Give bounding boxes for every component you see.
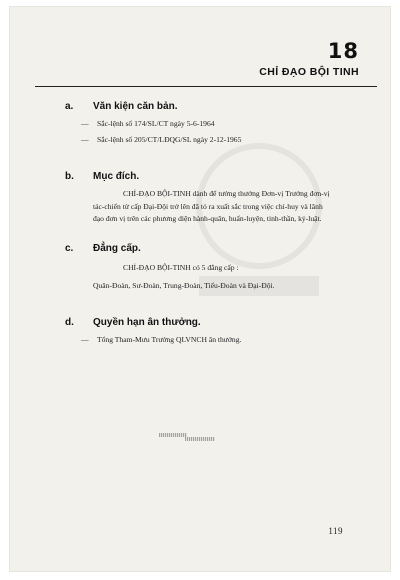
list-item: — Sắc-lệnh số 205/CT/LĐQG/SL ngày 2-12-1965	[81, 134, 242, 144]
section-heading	[65, 171, 361, 182]
section-a	[65, 101, 361, 146]
page-number: 119	[328, 526, 343, 536]
section-letter: c.	[65, 243, 74, 254]
section-b	[65, 171, 361, 226]
chapter-header	[259, 40, 359, 78]
paragraph-line: đạo đơn vị trên các phương diện hành-quân, huấn-luyện, tinh-thần, kỷ-luật.	[93, 214, 322, 223]
section-d	[65, 317, 361, 347]
section-letter: b.	[65, 171, 74, 182]
section-letter: a.	[65, 101, 74, 112]
section-body	[65, 188, 361, 226]
paragraph-line: tác-chiến từ cấp Đại-Đội trở lên đã tỏ ra xuất sắc trong việc chỉ-huy và lãnh	[93, 201, 323, 211]
list-item: — Sắc-lệnh số 174/SL/CT ngày 5-6-1964	[81, 119, 215, 128]
section-title: Mục đích.	[93, 171, 140, 182]
section-title: Văn kiện căn bản.	[93, 101, 178, 112]
section-body	[65, 334, 361, 347]
show-through-emblem	[159, 126, 359, 326]
section-body	[65, 118, 361, 146]
section-body	[65, 262, 361, 292]
section-c	[65, 243, 361, 292]
section-heading	[65, 243, 361, 254]
levels-intro: CHỈ-ĐẠO BỘI-TINH có 5 đẳng cấp :	[123, 263, 239, 272]
section-title: Quyền hạn ân thưởng.	[93, 317, 201, 328]
section-heading	[65, 317, 361, 328]
section-end-ornament	[159, 432, 219, 442]
chapter-title: CHỈ ĐẠO BỘI TINH	[259, 66, 359, 78]
paragraph-line: CHỈ-ĐẠO BỘI-TINH dành để tưởng thưởng Đơn-vị Trưởng đơn-vị	[123, 189, 330, 198]
section-letter: d.	[65, 317, 74, 328]
section-title: Đẳng cấp.	[93, 243, 141, 254]
list-item: — Tổng Tham-Mưu Trưởng QLVNCH ân thưởng.	[81, 335, 242, 344]
chapter-number: 18	[327, 39, 359, 63]
header-rule	[35, 86, 377, 87]
book-page	[9, 6, 391, 572]
section-heading	[65, 101, 361, 112]
levels-list: Quân-Đoàn, Sư-Đoàn, Trung-Đoàn, Tiểu-Đoàn và Đại-Đội.	[93, 280, 275, 290]
